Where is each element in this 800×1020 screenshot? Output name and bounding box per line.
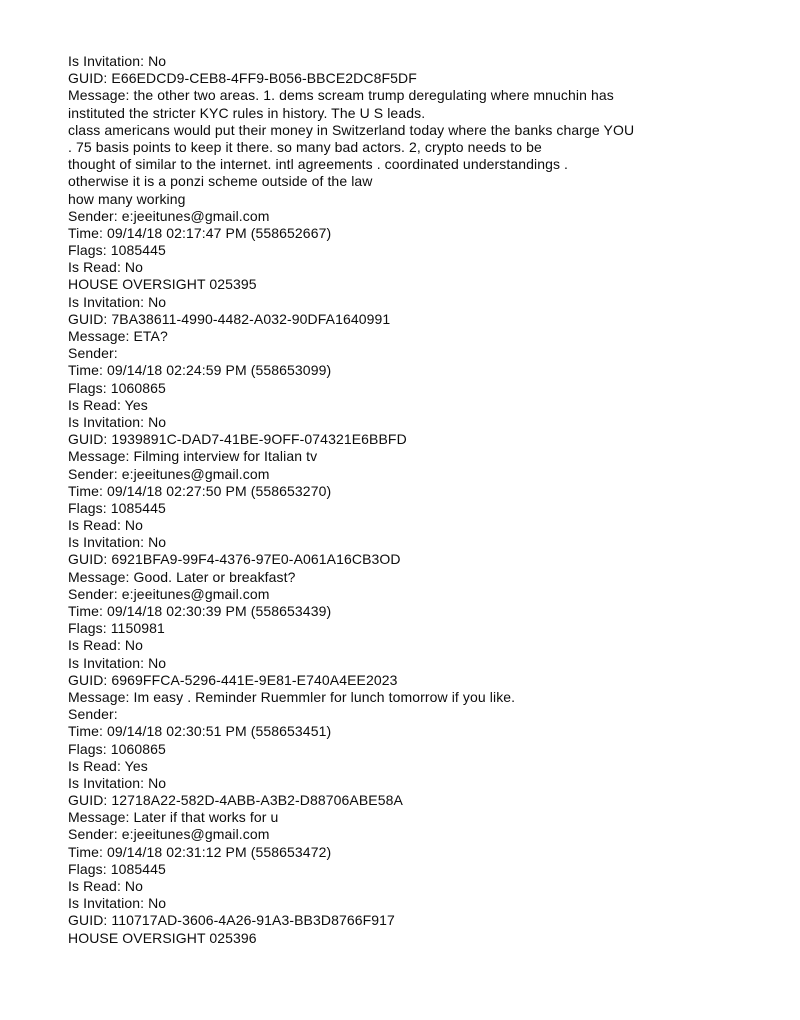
text-line: Is Invitation: No xyxy=(68,654,167,671)
text-line: HOUSE OVERSIGHT 025395 xyxy=(68,276,257,293)
text-line: GUID: 12718A22-582D-4ABB-A3B2-D88706ABE58A xyxy=(68,792,403,809)
text-line: how many working xyxy=(68,190,186,207)
text-line: Message: Later if that works for u xyxy=(68,809,279,826)
text-line: Is Read: Yes xyxy=(68,757,148,774)
text-line: Is Invitation: No xyxy=(68,413,167,430)
text-line: instituted the stricter KYC rules in history. The U S leads. xyxy=(68,104,426,121)
text-line: Sender: e:jeeitunes@gmail.com xyxy=(68,465,270,482)
text-line: Flags: 1150981 xyxy=(68,620,165,637)
text-line: Message: Filming interview for Italian tv xyxy=(68,448,318,465)
text-line: GUID: 110717AD-3606-4A26-91A3-BB3D8766F917 xyxy=(68,912,395,929)
text-line: Flags: 1060865 xyxy=(68,740,166,757)
text-line: Sender: e:jeeitunes@gmail.com xyxy=(68,585,270,602)
text-line: Flags: 1085445 xyxy=(68,242,166,259)
text-line: . 75 basis points to keep it there. so many bad actors. 2, crypto needs to be xyxy=(68,138,542,155)
text-line: Message: ETA? xyxy=(68,328,168,344)
text-line: Is Invitation: No xyxy=(68,895,167,912)
text-line: Time: 09/14/18 02:31:12 PM (558653472) xyxy=(68,843,332,860)
text-line: Is Invitation: No xyxy=(68,53,167,69)
text-line: GUID: 1939891C-DAD7-41BE-9OFF-074321E6BBFD xyxy=(68,431,407,448)
text-line: Time: 09/14/18 02:27:50 PM (558653270) xyxy=(68,482,332,499)
text-line: GUID: 6969FFCA-5296-441E-9E81-E740A4EE2023 xyxy=(68,671,398,688)
text-line: Is Invitation: No xyxy=(68,774,167,791)
text-line: Time: 09/14/18 02:24:59 PM (558653099) xyxy=(68,362,332,379)
text-line: Sender: e:jeeitunes@gmail.com xyxy=(68,826,270,843)
text-line: Time: 09/14/18 02:30:51 PM (558653451) xyxy=(68,723,332,740)
text-line: Sender: e:jeeitunes@gmail.com xyxy=(68,207,270,224)
text-line: Is Read: No xyxy=(68,878,144,894)
text-line: HOUSE OVERSIGHT 025396 xyxy=(68,929,257,946)
text-line: Time: 09/14/18 02:30:39 PM (558653439) xyxy=(68,603,332,619)
text-line: Is Read: No xyxy=(68,517,144,534)
text-line: Is Invitation: No xyxy=(68,293,167,310)
text-line: thought of similar to the internet. intl agreements . coordinated understandings . xyxy=(68,156,569,173)
text-line: Sender: xyxy=(68,706,118,723)
text-line: otherwise it is a ponzi scheme outside of the law xyxy=(68,173,373,190)
document-text xyxy=(68,53,748,947)
text-line: Is Read: Yes xyxy=(68,396,148,413)
text-line: GUID: 7BA38611-4990-4482-A032-90DFA1640991 xyxy=(68,310,391,327)
text-line: Time: 09/14/18 02:17:47 PM (558652667) xyxy=(68,224,332,241)
text-line: GUID: E66EDCD9-CEB8-4FF9-B056-BBCE2DC8F5DF xyxy=(68,70,417,87)
text-line: Message: Im easy . Reminder Ruemmler for lunch tomorrow if you like. xyxy=(68,688,516,705)
text-line: class americans would put their money in Switzerland today where the banks charge YOU xyxy=(68,121,635,138)
text-line: Is Read: No xyxy=(68,259,144,276)
text-line: Flags: 1060865 xyxy=(68,379,166,396)
text-line: Message: the other two areas. 1. dems scream trump deregulating where mnuchin has xyxy=(68,87,614,104)
text-line: Message: Good. Later or breakfast? xyxy=(68,568,296,585)
text-line: Sender: xyxy=(68,345,118,362)
text-line: Flags: 1085445 xyxy=(68,860,166,877)
text-line: Flags: 1085445 xyxy=(68,499,166,516)
text-line: Is Read: No xyxy=(68,637,144,654)
text-line: GUID: 6921BFA9-99F4-4376-97E0-A061A16CB3OD xyxy=(68,551,401,568)
text-line: Is Invitation: No xyxy=(68,534,167,551)
